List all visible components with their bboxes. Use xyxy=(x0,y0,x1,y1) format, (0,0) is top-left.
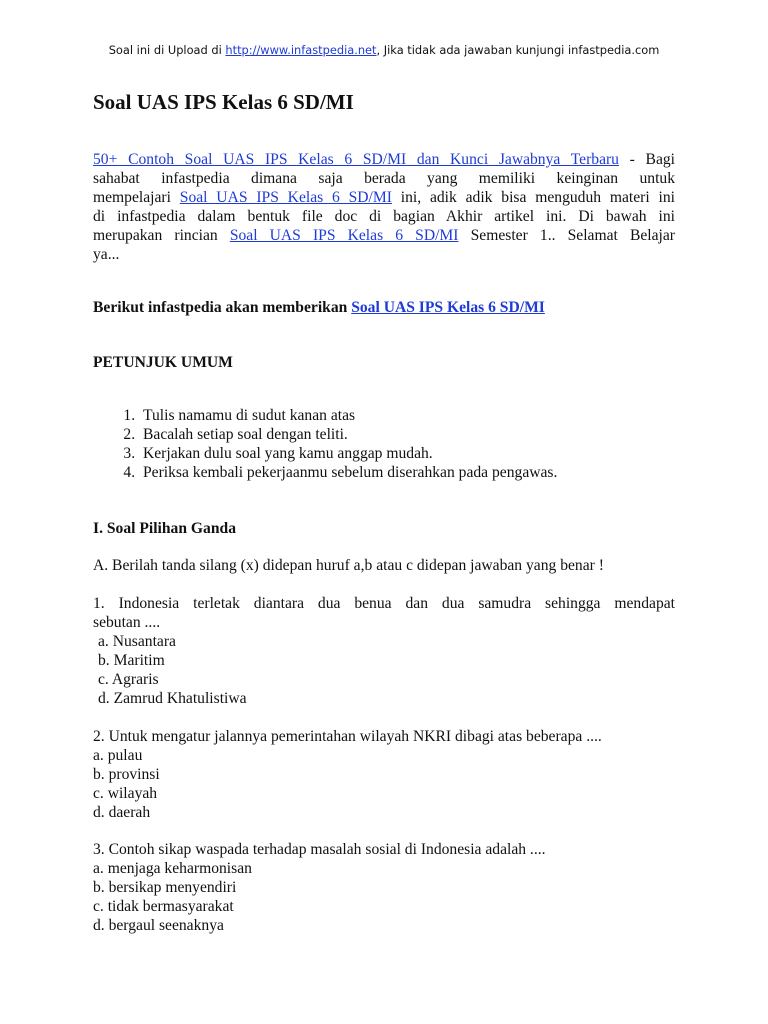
question-2 xyxy=(93,727,675,822)
header-prefix: Soal ini di Upload di xyxy=(108,43,226,57)
question-text: 3. Contoh sikap waspada terhadap masalah sosial di Indonesia adalah .... xyxy=(93,841,546,858)
intro-link-3[interactable]: Soal UAS IPS Kelas 6 SD/MI xyxy=(229,227,459,244)
answer-option: d. Zamrud Khatulistiwa xyxy=(98,690,247,707)
answer-option: c. tidak bermasyarakat xyxy=(93,898,234,915)
intro-line-4: di infastpedia dalam bentuk file doc di bagian Akhir artikel ini. Di bawah ini xyxy=(93,208,675,225)
answer-option: b. Maritim xyxy=(98,652,165,669)
petunjuk-list xyxy=(115,406,557,482)
intro-line-2: sahabat infastpedia dimana saja berada yang memiliki keinginan untuk xyxy=(93,170,675,187)
intro-line-3 xyxy=(93,188,675,207)
question-text: 1. Indonesia terletak diantara dua benua dan dua samudra sehingga mendapat xyxy=(93,595,675,612)
list-item: 4. Periksa kembali pekerjaanmu sebelum diserahkan pada pengawas. xyxy=(139,463,557,482)
list-item: 3. Kerjakan dulu soal yang kamu anggap mudah. xyxy=(139,444,557,463)
intro-link-main[interactable]: 50+ Contoh Soal UAS IPS Kelas 6 SD/MI dan Kunci Jawabnya Terbaru xyxy=(93,151,619,168)
answer-option: c. Agraris xyxy=(98,671,159,688)
answer-option: a. pulau xyxy=(93,747,143,764)
page-header xyxy=(0,43,768,57)
intro-text: mempelajari xyxy=(93,189,180,206)
answer-option: d. daerah xyxy=(93,804,151,821)
header-suffix: , Jika tidak ada jawaban kunjungi infastpedia.com xyxy=(376,43,660,57)
answer-option: a. menjaga keharmonisan xyxy=(93,860,252,877)
intro-paragraph xyxy=(93,150,675,264)
question-text: sebutan .... xyxy=(93,614,161,631)
question-text: 2. Untuk mengatur jalannya pemerintahan wilayah NKRI dibagi atas beberapa .... xyxy=(93,728,602,745)
answer-option: a. Nusantara xyxy=(98,633,176,650)
list-item: 1. Tulis namamu di sudut kanan atas xyxy=(139,406,557,425)
intro-link-2[interactable]: Soal UAS IPS Kelas 6 SD/MI xyxy=(179,189,392,206)
answer-option: b. bersikap menyendiri xyxy=(93,879,237,896)
petunjuk-heading: PETUNJUK UMUM xyxy=(93,354,233,371)
page-title: Soal UAS IPS Kelas 6 SD/MI xyxy=(93,90,354,114)
list-item: 2. Bacalah setiap soal dengan teliti. xyxy=(139,425,557,444)
section-heading: I. Soal Pilihan Ganda xyxy=(93,520,236,537)
question-1 xyxy=(93,594,675,708)
answer-option: b. provinsi xyxy=(93,766,160,783)
intro-text: merupakan rincian xyxy=(93,227,230,244)
answer-option: d. bergaul seenaknya xyxy=(93,917,224,934)
answer-option: c. wilayah xyxy=(93,785,158,802)
intro-line-1 xyxy=(93,150,675,169)
intro-text: ini, adik adik bisa menguduh materi ini xyxy=(391,189,675,206)
intro-line-5 xyxy=(93,226,675,245)
question-3 xyxy=(93,840,675,935)
intro-line-6: ya... xyxy=(93,246,120,263)
intro-text: Semester 1.. Selamat Belajar xyxy=(458,227,675,244)
berikut-line xyxy=(93,298,675,317)
berikut-text: Berikut infastpedia akan memberikan xyxy=(93,299,352,316)
section-instruction: A. Berilah tanda silang (x) didepan huruf a,b atau c didepan jawaban yang benar ! xyxy=(93,557,604,574)
header-link[interactable]: http://www.infastpedia.net xyxy=(225,43,377,57)
intro-text: - Bagi xyxy=(618,151,675,168)
berikut-link[interactable]: Soal UAS IPS Kelas 6 SD/MI xyxy=(351,299,545,316)
